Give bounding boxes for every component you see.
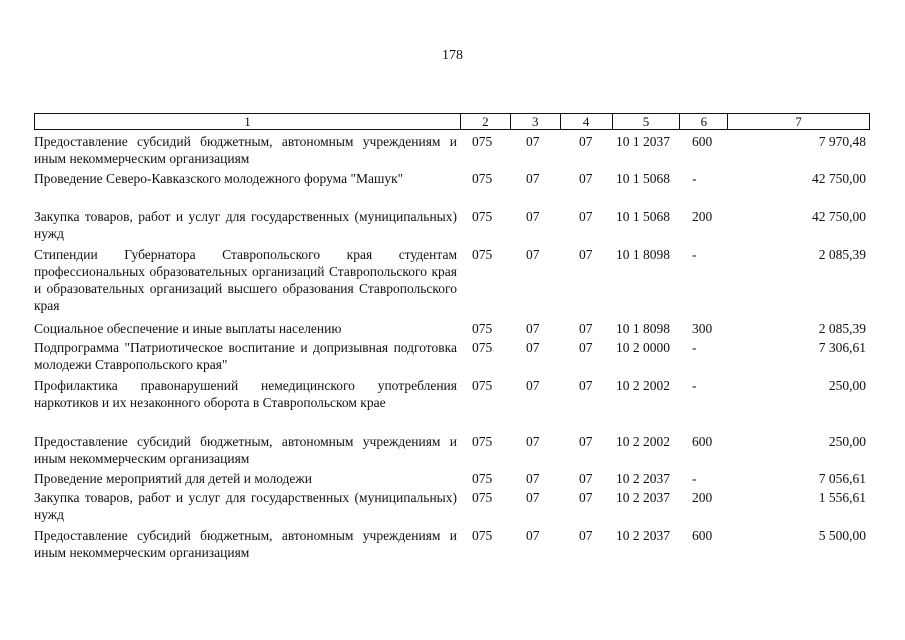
row-subsection: 07 — [579, 490, 593, 505]
row-code: 075 — [472, 378, 493, 393]
row-subsection: 07 — [579, 340, 593, 355]
row-description: Предоставление субсидий бюджетным, автономным учреждениям и иным некоммерческим организациям — [34, 528, 457, 560]
row-code: 075 — [472, 490, 493, 505]
row-code: 075 — [472, 171, 493, 186]
row-description: Стипендии Губернатора Ставропольского края студентам профессиональных образовательных организаций Ставропольского края и образовательных организаций высшего образования Ставропольского края — [34, 247, 457, 313]
row-subsection: 07 — [579, 528, 593, 543]
row-target-code: 10 2 0000 — [616, 340, 670, 355]
row-expense-type: - — [692, 471, 697, 486]
row-subsection: 07 — [579, 378, 593, 393]
row-amount: 5 500,00 — [818, 528, 866, 543]
row-code: 075 — [472, 247, 493, 262]
row-expense-type: 200 — [692, 209, 713, 224]
row-expense-type: - — [692, 247, 697, 262]
column-header-5: 5 — [613, 114, 681, 129]
row-section: 07 — [526, 171, 540, 186]
row-expense-type: - — [692, 378, 697, 393]
row-section: 07 — [526, 134, 540, 149]
row-target-code: 10 2 2037 — [616, 528, 670, 543]
row-section: 07 — [526, 209, 540, 224]
row-code: 075 — [472, 340, 493, 355]
row-subsection: 07 — [579, 247, 593, 262]
row-description: Закупка товаров, работ и услуг для государственных (муниципальных) нужд — [34, 490, 457, 522]
row-section: 07 — [526, 471, 540, 486]
row-subsection: 07 — [579, 471, 593, 486]
row-amount: 1 556,61 — [818, 490, 866, 505]
row-description: Предоставление субсидий бюджетным, автономным учреждениям и иным некоммерческим организациям — [34, 134, 457, 166]
row-subsection: 07 — [579, 434, 593, 449]
row-expense-type: 600 — [692, 528, 713, 543]
row-section: 07 — [526, 378, 540, 393]
row-target-code: 10 2 2002 — [616, 378, 670, 393]
page-number: 178 — [442, 48, 463, 63]
row-amount: 7 056,61 — [818, 471, 866, 486]
row-subsection: 07 — [579, 321, 593, 336]
row-description: Проведение мероприятий для детей и молодежи — [34, 471, 312, 486]
table-header — [34, 113, 870, 130]
row-section: 07 — [526, 247, 540, 262]
row-amount: 42 750,00 — [812, 209, 866, 224]
column-header-4: 4 — [561, 114, 613, 129]
row-code: 075 — [472, 134, 493, 149]
row-amount: 2 085,39 — [818, 247, 866, 262]
row-target-code: 10 2 2002 — [616, 434, 670, 449]
row-target-code: 10 1 5068 — [616, 171, 670, 186]
row-target-code: 10 2 2037 — [616, 490, 670, 505]
row-subsection: 07 — [579, 171, 593, 186]
row-amount: 7 970,48 — [818, 134, 866, 149]
row-target-code: 10 1 8098 — [616, 321, 670, 336]
column-header-2: 2 — [461, 114, 511, 129]
row-section: 07 — [526, 340, 540, 355]
column-header-3: 3 — [511, 114, 561, 129]
row-description: Предоставление субсидий бюджетным, автономным учреждениям и иным некоммерческим организациям — [34, 434, 457, 466]
row-code: 075 — [472, 321, 493, 336]
row-expense-type: - — [692, 171, 697, 186]
row-description: Проведение Северо-Кавказского молодежного форума "Машук" — [34, 171, 404, 186]
row-section: 07 — [526, 528, 540, 543]
row-amount: 250,00 — [828, 434, 866, 449]
row-amount: 2 085,39 — [818, 321, 866, 336]
row-subsection: 07 — [579, 134, 593, 149]
row-amount: 7 306,61 — [818, 340, 866, 355]
row-description: Социальное обеспечение и иные выплаты населению — [34, 321, 342, 336]
row-amount: 250,00 — [828, 378, 866, 393]
row-expense-type: 600 — [692, 134, 713, 149]
row-expense-type: - — [692, 340, 697, 355]
row-code: 075 — [472, 528, 493, 543]
column-header-7: 7 — [795, 114, 802, 129]
row-description: Профилактика правонарушений немедицинского употребления наркотиков и их незаконного оборота в Ставропольском крае — [34, 378, 457, 410]
row-code: 075 — [472, 434, 493, 449]
row-section: 07 — [526, 434, 540, 449]
row-section: 07 — [526, 490, 540, 505]
row-description: Подпрограмма "Патриотическое воспитание и допризывная подготовка молодежи Ставропольского края" — [34, 340, 457, 372]
row-expense-type: 200 — [692, 490, 713, 505]
row-subsection: 07 — [579, 209, 593, 224]
row-section: 07 — [526, 321, 540, 336]
row-amount: 42 750,00 — [812, 171, 866, 186]
row-target-code: 10 1 8098 — [616, 247, 670, 262]
row-code: 075 — [472, 471, 493, 486]
row-target-code: 10 1 2037 — [616, 134, 670, 149]
row-code: 075 — [472, 209, 493, 224]
row-expense-type: 600 — [692, 434, 713, 449]
row-target-code: 10 1 5068 — [616, 209, 670, 224]
row-description: Закупка товаров, работ и услуг для государственных (муниципальных) нужд — [34, 209, 457, 241]
column-header-6: 6 — [680, 114, 728, 129]
row-expense-type: 300 — [692, 321, 713, 336]
row-target-code: 10 2 2037 — [616, 471, 670, 486]
column-header-1: 1 — [35, 114, 461, 129]
